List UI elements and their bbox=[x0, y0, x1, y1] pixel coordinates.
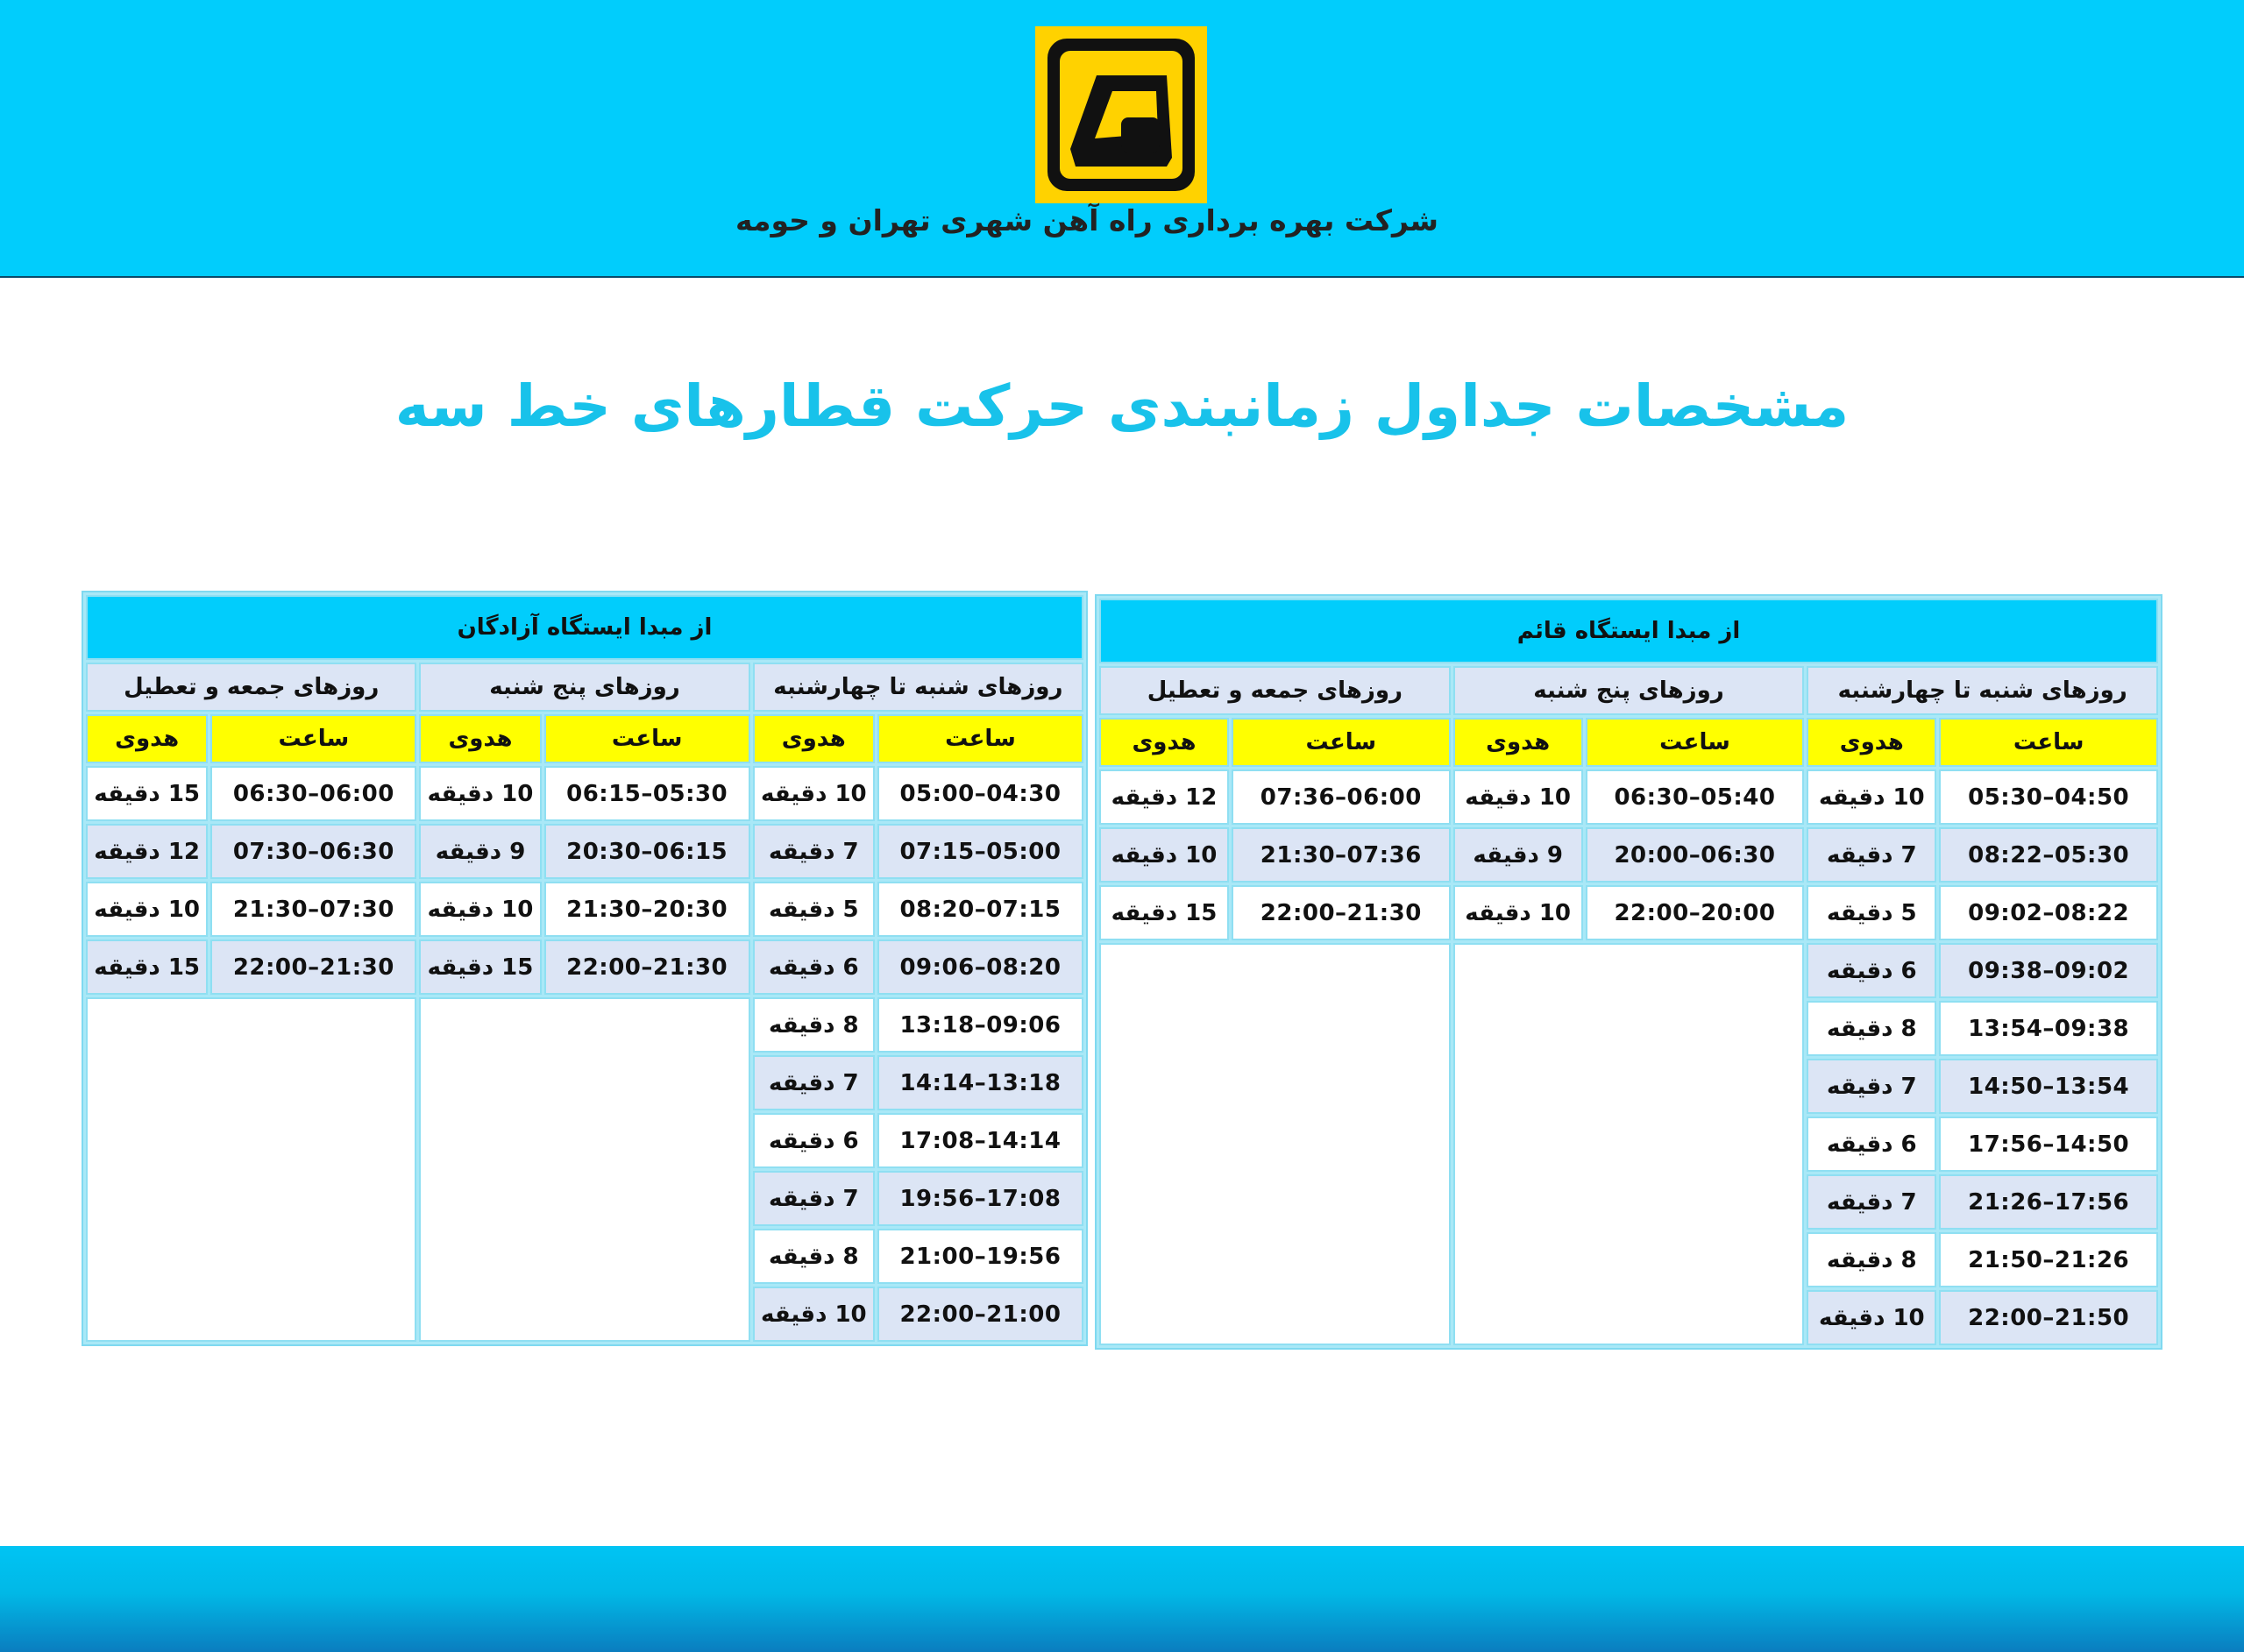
time-range: 22:00–21:30 bbox=[566, 954, 728, 981]
time-range-cell bbox=[210, 882, 416, 937]
time-range: 21:30–07:30 bbox=[232, 896, 394, 923]
time-range-cell bbox=[544, 766, 750, 821]
headway-cell: 10 دقیقه bbox=[419, 766, 541, 821]
headway-cell: 15 دقیقه bbox=[86, 939, 208, 995]
time-range: 13:54–09:38 bbox=[1968, 1015, 2130, 1042]
table-row bbox=[1099, 885, 2158, 940]
headway-column-header: هدوی bbox=[86, 714, 208, 763]
headway-cell: 10 دقیقه bbox=[1453, 885, 1583, 940]
time-range-cell bbox=[1939, 1001, 2158, 1056]
time-range-cell bbox=[1586, 885, 1805, 940]
empty-cell bbox=[1099, 943, 1451, 1345]
headway-cell: 6 دقیقه bbox=[1807, 943, 1936, 998]
time-range-cell bbox=[1939, 1290, 2158, 1345]
time-range: 08:22–05:30 bbox=[1968, 841, 2130, 869]
headway-column-header: هدوی bbox=[419, 714, 541, 763]
headway-cell: 10 دقیقه bbox=[1807, 769, 1936, 825]
time-range-cell bbox=[1939, 1232, 2158, 1287]
headway-cell: 15 دقیقه bbox=[1099, 885, 1229, 940]
headway-column-header: هدوی bbox=[753, 714, 875, 763]
time-range: 05:00–04:30 bbox=[899, 780, 1062, 807]
time-range: 05:30–04:50 bbox=[1968, 783, 2130, 811]
time-range-cell bbox=[1939, 1174, 2158, 1230]
time-range-cell bbox=[877, 1229, 1083, 1284]
time-range-cell bbox=[877, 824, 1083, 879]
table-row bbox=[1099, 827, 2158, 883]
time-range: 22:00–21:30 bbox=[1260, 899, 1422, 926]
headway-cell: 10 دقیقه bbox=[86, 882, 208, 937]
time-range-cell bbox=[877, 997, 1083, 1053]
headway-column-header: هدوی bbox=[1807, 718, 1936, 767]
time-range: 17:08–14:14 bbox=[899, 1127, 1062, 1154]
time-range-cell bbox=[210, 939, 416, 995]
time-range-cell bbox=[1232, 769, 1451, 825]
table-row bbox=[86, 766, 1083, 821]
time-range: 14:14–13:18 bbox=[899, 1069, 1062, 1096]
time-range-cell bbox=[210, 766, 416, 821]
headway-cell: 15 دقیقه bbox=[86, 766, 208, 821]
headway-cell: 8 دقیقه bbox=[753, 1229, 875, 1284]
empty-cell bbox=[86, 997, 416, 1342]
day-group-header: روزهای پنج شنبه bbox=[419, 663, 749, 712]
table-title: از مبدا ایستگاه آزادگان bbox=[86, 595, 1083, 660]
headway-column-header: هدوی bbox=[1453, 718, 1583, 767]
headway-cell: 10 دقیقه bbox=[753, 1287, 875, 1342]
time-range: 17:56–14:50 bbox=[1968, 1131, 2130, 1158]
time-range: 20:30–06:15 bbox=[566, 838, 728, 865]
time-column-header: ساعت bbox=[1939, 718, 2158, 767]
time-column-header: ساعت bbox=[1586, 718, 1805, 767]
time-range: 07:15–05:00 bbox=[899, 838, 1062, 865]
time-range: 21:26–17:56 bbox=[1968, 1188, 2130, 1216]
time-range: 22:00–20:00 bbox=[1614, 899, 1776, 926]
time-range-cell bbox=[877, 1287, 1083, 1342]
time-range: 21:00–19:56 bbox=[899, 1243, 1062, 1270]
table-row bbox=[1099, 769, 2158, 825]
headway-cell: 7 دقیقه bbox=[753, 1171, 875, 1226]
headway-cell: 8 دقیقه bbox=[1807, 1232, 1936, 1287]
table-row bbox=[1099, 943, 2158, 998]
table-title: از مبدا ایستگاه قائم bbox=[1099, 599, 2158, 663]
day-group-header: روزهای جمعه و تعطیل bbox=[86, 663, 416, 712]
headway-cell: 10 دقیقه bbox=[1099, 827, 1229, 883]
time-column-header: ساعت bbox=[877, 714, 1083, 763]
time-range: 21:50–21:26 bbox=[1968, 1246, 2130, 1273]
time-range-cell bbox=[877, 1055, 1083, 1110]
time-range: 20:00–06:30 bbox=[1614, 841, 1776, 869]
time-range: 22:00–21:30 bbox=[232, 954, 394, 981]
time-range-cell bbox=[1939, 1117, 2158, 1172]
headway-cell: 6 دقیقه bbox=[753, 939, 875, 995]
headway-cell: 8 دقیقه bbox=[1807, 1001, 1936, 1056]
time-range: 14:50–13:54 bbox=[1968, 1073, 2130, 1100]
headway-cell: 10 دقیقه bbox=[753, 766, 875, 821]
time-range: 07:36–06:00 bbox=[1260, 783, 1422, 811]
time-range-cell bbox=[1586, 827, 1805, 883]
headway-cell: 9 دقیقه bbox=[419, 824, 541, 879]
time-range-cell bbox=[544, 882, 750, 937]
time-range: 09:02–08:22 bbox=[1968, 899, 2130, 926]
table-ghaem bbox=[1095, 594, 2162, 1350]
table-row bbox=[86, 939, 1083, 995]
tehran-metro-logo-icon bbox=[1035, 26, 1207, 203]
headway-column-header: هدوی bbox=[1099, 718, 1229, 767]
time-range: 06:15–05:30 bbox=[566, 780, 728, 807]
time-range-cell bbox=[1586, 769, 1805, 825]
empty-cell bbox=[1453, 943, 1805, 1345]
headway-cell: 12 دقیقه bbox=[1099, 769, 1229, 825]
day-group-header: روزهای شنبه تا چهارشنبه bbox=[1807, 666, 2158, 715]
footer-bar bbox=[0, 1546, 2244, 1652]
day-group-header: روزهای پنج شنبه bbox=[1453, 666, 1805, 715]
time-range: 08:20–07:15 bbox=[899, 896, 1062, 923]
time-range-cell bbox=[1939, 885, 2158, 940]
headway-cell: 5 دقیقه bbox=[1807, 885, 1936, 940]
day-group-header: روزهای جمعه و تعطیل bbox=[1099, 666, 1451, 715]
time-column-header: ساعت bbox=[210, 714, 416, 763]
time-range-cell bbox=[1939, 943, 2158, 998]
headway-cell: 5 دقیقه bbox=[753, 882, 875, 937]
timetable bbox=[82, 591, 1088, 1346]
table-azadegan bbox=[82, 591, 1088, 1346]
timetable bbox=[1095, 594, 2162, 1350]
company-name: شرکت بهره برداری راه آهن شهری تهران و حومه bbox=[735, 203, 1438, 238]
time-range: 06:30–05:40 bbox=[1614, 783, 1776, 811]
time-range: 22:00–21:50 bbox=[1968, 1304, 2130, 1331]
time-range-cell bbox=[877, 1113, 1083, 1168]
time-range-cell bbox=[877, 1171, 1083, 1226]
day-group-header: روزهای شنبه تا چهارشنبه bbox=[753, 663, 1083, 712]
table-row bbox=[86, 824, 1083, 879]
time-column-header: ساعت bbox=[544, 714, 750, 763]
time-range: 21:30–20:30 bbox=[566, 896, 728, 923]
time-range-cell bbox=[210, 824, 416, 879]
time-range-cell bbox=[877, 882, 1083, 937]
time-range: 19:56–17:08 bbox=[899, 1185, 1062, 1212]
time-range-cell bbox=[1232, 885, 1451, 940]
time-range: 09:38–09:02 bbox=[1968, 957, 2130, 984]
time-column-header: ساعت bbox=[1232, 718, 1451, 767]
time-range-cell bbox=[1939, 1059, 2158, 1114]
time-range: 21:30–07:36 bbox=[1260, 841, 1422, 869]
empty-cell bbox=[419, 997, 749, 1342]
time-range: 13:18–09:06 bbox=[899, 1011, 1062, 1039]
headway-cell: 9 دقیقه bbox=[1453, 827, 1583, 883]
time-range: 06:30–06:00 bbox=[232, 780, 394, 807]
headway-cell: 10 دقیقه bbox=[1453, 769, 1583, 825]
headway-cell: 10 دقیقه bbox=[1807, 1290, 1936, 1345]
page-title: مشخصات جداول زمانبندی حرکت قطارهای خط سه bbox=[394, 372, 1850, 440]
time-range: 22:00–21:00 bbox=[899, 1301, 1062, 1328]
headway-cell: 12 دقیقه bbox=[86, 824, 208, 879]
headway-cell: 7 دقیقه bbox=[1807, 827, 1936, 883]
headway-cell: 15 دقیقه bbox=[419, 939, 541, 995]
headway-cell: 7 دقیقه bbox=[753, 1055, 875, 1110]
headway-cell: 10 دقیقه bbox=[419, 882, 541, 937]
header-banner bbox=[0, 0, 2244, 278]
time-range-cell bbox=[877, 766, 1083, 821]
headway-cell: 8 دقیقه bbox=[753, 997, 875, 1053]
time-range-cell bbox=[1939, 769, 2158, 825]
headway-cell: 7 دقیقه bbox=[1807, 1059, 1936, 1114]
time-range-cell bbox=[544, 824, 750, 879]
table-row bbox=[86, 882, 1083, 937]
time-range: 07:30–06:30 bbox=[232, 838, 394, 865]
time-range-cell bbox=[877, 939, 1083, 995]
time-range-cell bbox=[1232, 827, 1451, 883]
time-range-cell bbox=[544, 939, 750, 995]
time-range: 09:06–08:20 bbox=[899, 954, 1062, 981]
headway-cell: 6 دقیقه bbox=[753, 1113, 875, 1168]
time-range-cell bbox=[1939, 827, 2158, 883]
headway-cell: 6 دقیقه bbox=[1807, 1117, 1936, 1172]
headway-cell: 7 دقیقه bbox=[1807, 1174, 1936, 1230]
table-row bbox=[86, 997, 1083, 1053]
headway-cell: 7 دقیقه bbox=[753, 824, 875, 879]
